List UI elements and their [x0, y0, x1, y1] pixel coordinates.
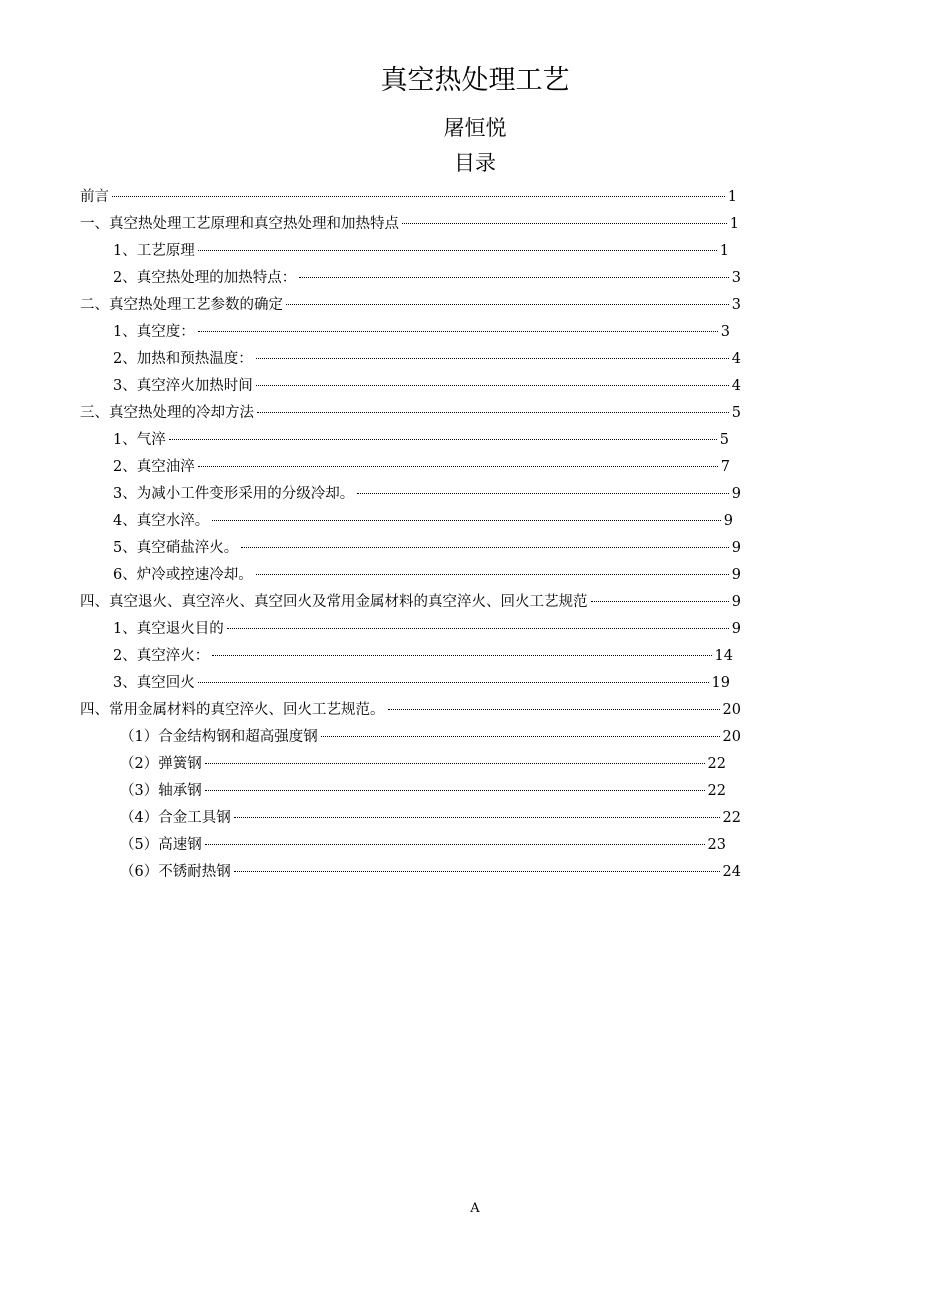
- toc-entry-page: 14: [714, 648, 733, 664]
- toc-leader-dots: [591, 601, 729, 602]
- toc-entry-label: 2、真空油淬: [113, 459, 195, 475]
- toc-entry-label: 二、真空热处理工艺参数的确定: [80, 297, 283, 313]
- toc-entry[interactable]: [80, 212, 739, 239]
- toc-entry-label: （6）不锈耐热钢: [120, 864, 231, 880]
- toc-entry[interactable]: [113, 239, 729, 266]
- toc-leader-dots: [169, 439, 717, 440]
- toc-entry-page: 9: [723, 513, 733, 529]
- toc-entry[interactable]: [120, 725, 741, 752]
- toc-entry-label: 前言: [80, 189, 109, 205]
- toc-entry-label: 一、真空热处理工艺原理和真空热处理和加热特点: [80, 216, 399, 232]
- toc-entry[interactable]: [113, 644, 733, 671]
- toc-leader-dots: [212, 520, 721, 521]
- author-name: 屠恒悦: [443, 116, 507, 140]
- toc-entry-page: 9: [731, 621, 741, 637]
- toc-leader-dots: [205, 844, 705, 845]
- toc-entry-page: 5: [731, 405, 741, 421]
- toc-entry-page: 24: [722, 864, 741, 880]
- toc-entry-label: 1、气淬: [113, 432, 166, 448]
- toc-leader-dots: [234, 817, 720, 818]
- toc-entry[interactable]: [120, 833, 726, 860]
- toc-leader-dots: [256, 574, 729, 575]
- toc-entry-page: 23: [707, 837, 726, 853]
- toc-entry[interactable]: [113, 617, 741, 644]
- toc-entry-label: （3）轴承钢: [120, 783, 202, 799]
- toc-entry[interactable]: [113, 347, 741, 374]
- toc-entry-label: 1、真空度：: [113, 324, 195, 340]
- toc-leader-dots: [357, 493, 729, 494]
- toc-entry-page: 4: [731, 351, 741, 367]
- toc-entry-label: 1、真空退火目的: [113, 621, 224, 637]
- toc-entry-page: 20: [722, 729, 741, 745]
- toc-leader-dots: [256, 358, 729, 359]
- toc-entry-page: 3: [731, 270, 741, 286]
- toc-leader-dots: [234, 871, 720, 872]
- toc-leader-dots: [299, 277, 729, 278]
- toc-entry-page: 5: [719, 432, 729, 448]
- toc-entry-label: 1、工艺原理: [113, 243, 195, 259]
- toc-leader-dots: [198, 466, 718, 467]
- toc-entry-label: 3、为减小工件变形采用的分级冷却。: [113, 486, 355, 502]
- toc-entry[interactable]: [113, 428, 729, 455]
- toc-entry-page: 9: [731, 567, 741, 583]
- toc-leader-dots: [257, 412, 729, 413]
- toc-entry-page: 19: [711, 675, 730, 691]
- toc-leader-dots: [212, 655, 711, 656]
- document-title: 真空热处理工艺: [380, 65, 570, 96]
- toc-entry[interactable]: [113, 320, 730, 347]
- page-footer: A: [470, 1201, 480, 1216]
- toc-entry-label: （2）弹簧钢: [120, 756, 202, 772]
- toc-entry-label: （1）合金结构钢和超高强度钢: [120, 729, 318, 745]
- toc-entry[interactable]: [113, 266, 741, 293]
- toc-entry-page: 3: [731, 297, 741, 313]
- toc-heading: 目录: [454, 151, 496, 175]
- toc-entry[interactable]: [113, 536, 741, 563]
- toc-entry-label: 2、加热和预热温度：: [113, 351, 253, 367]
- toc-entry-label: 2、真空淬火：: [113, 648, 210, 664]
- toc-entry-page: 20: [722, 702, 741, 718]
- toc-entry-page: 22: [722, 810, 741, 826]
- toc-entry[interactable]: [113, 482, 741, 509]
- toc-entry-page: 3: [720, 324, 730, 340]
- toc-leader-dots: [205, 790, 705, 791]
- toc-leader-dots: [198, 331, 718, 332]
- toc-entry[interactable]: [113, 374, 741, 401]
- toc-entry[interactable]: [120, 806, 741, 833]
- toc-leader-dots: [286, 304, 729, 305]
- toc-entry[interactable]: [80, 401, 741, 428]
- toc-entry-label: 四、真空退火、真空淬火、真空回火及常用金属材料的真空淬火、回火工艺规范: [80, 594, 588, 610]
- toc-entry[interactable]: [80, 293, 741, 320]
- toc-entry-label: 四、常用金属材料的真空淬火、回火工艺规范。: [80, 702, 385, 718]
- toc-entry[interactable]: [80, 698, 741, 725]
- toc-entry-label: （5）高速钢: [120, 837, 202, 853]
- toc-entry-page: 7: [720, 459, 730, 475]
- toc-entry-page: 22: [707, 783, 726, 799]
- toc-entry-page: 1: [719, 243, 729, 259]
- toc-entry-label: 3、真空淬火加热时间: [113, 378, 253, 394]
- toc-entry-label: 三、真空热处理的冷却方法: [80, 405, 254, 421]
- toc-leader-dots: [112, 196, 725, 197]
- toc-entry-label: 2、真空热处理的加热特点：: [113, 270, 297, 286]
- toc-entry[interactable]: [120, 752, 726, 779]
- toc-leader-dots: [198, 250, 717, 251]
- toc-entry-page: 1: [727, 189, 737, 205]
- toc-entry[interactable]: [80, 185, 737, 212]
- toc-entry-page: 1: [729, 216, 739, 232]
- toc-leader-dots: [321, 736, 720, 737]
- toc-entry[interactable]: [113, 563, 741, 590]
- toc-entry-page: 22: [707, 756, 726, 772]
- toc-entry[interactable]: [80, 590, 741, 617]
- toc-leader-dots: [256, 385, 729, 386]
- toc-leader-dots: [198, 682, 709, 683]
- toc-entry[interactable]: [113, 455, 730, 482]
- toc-entry-page: 9: [731, 486, 741, 502]
- toc-leader-dots: [241, 547, 729, 548]
- toc-entry-label: 3、真空回火: [113, 675, 195, 691]
- toc-entry-label: 6、炉冷或控速冷却。: [113, 567, 253, 583]
- toc-entry-page: 9: [731, 594, 741, 610]
- toc-entry-page: 4: [731, 378, 741, 394]
- toc-leader-dots: [205, 763, 705, 764]
- toc-entry[interactable]: [113, 509, 733, 536]
- toc-entry[interactable]: [120, 779, 726, 806]
- toc-entry-label: 4、真空水淬。: [113, 513, 210, 529]
- toc-leader-dots: [388, 709, 720, 710]
- toc-leader-dots: [227, 628, 729, 629]
- toc-entry-label: （4）合金工具钢: [120, 810, 231, 826]
- toc-entry-label: 5、真空硝盐淬火。: [113, 540, 239, 556]
- toc-entry[interactable]: [120, 860, 741, 887]
- toc-entry[interactable]: [113, 671, 730, 698]
- toc-entry-page: 9: [731, 540, 741, 556]
- toc-leader-dots: [402, 223, 727, 224]
